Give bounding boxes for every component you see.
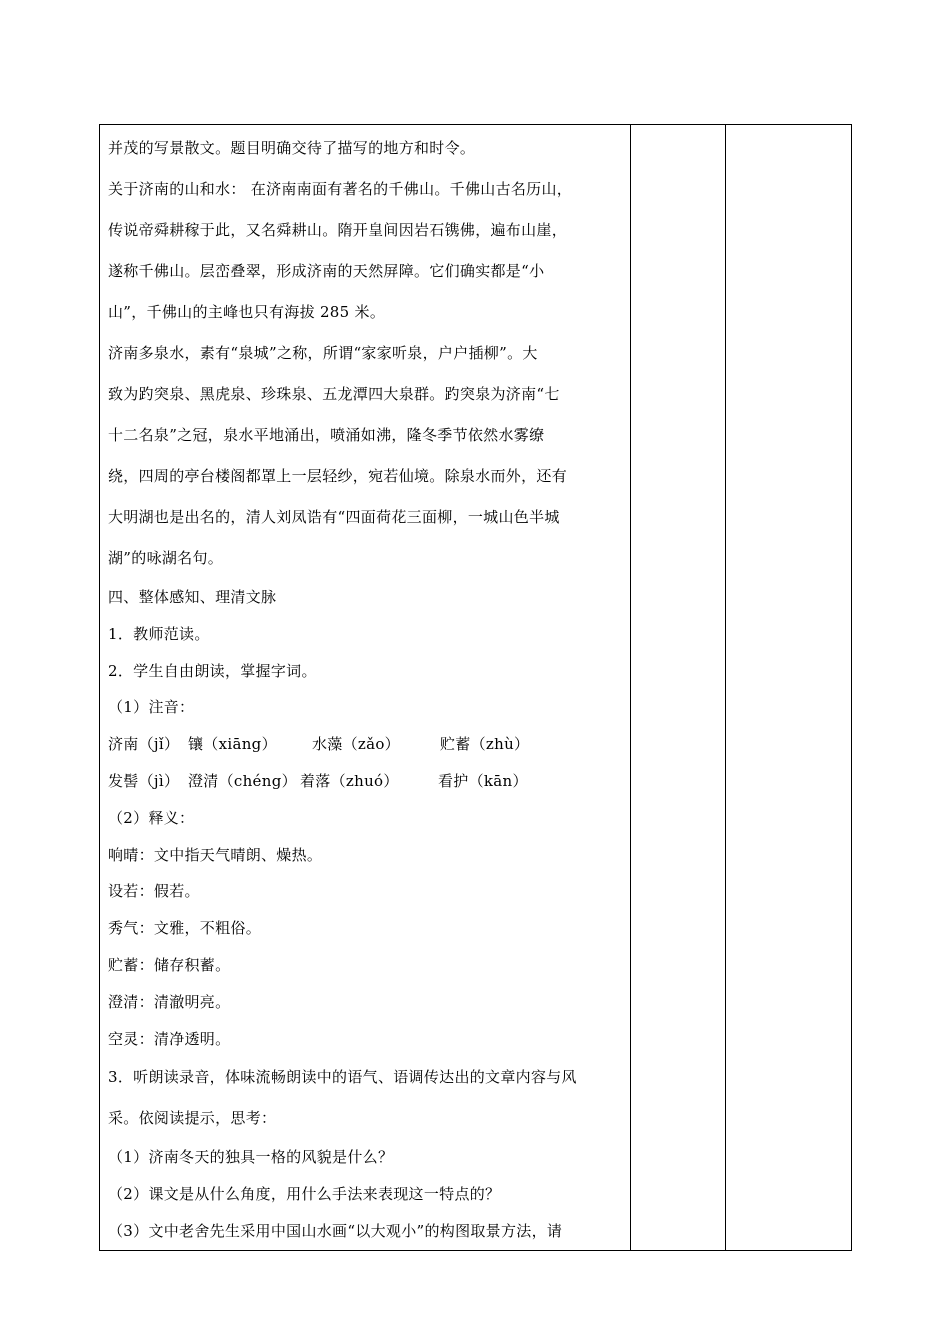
- question-line: （2）课文是从什么角度，用什么手法来表现这一特点的？: [108, 1185, 501, 1204]
- text-line: 致为趵突泉、黑虎泉、珍珠泉、五龙潭四大泉群。趵突泉为济南“七: [108, 385, 560, 403]
- text-line: 贮蓄：储存积蓄。: [108, 955, 231, 974]
- pinyin-word: 着落（zhuó）: [300, 771, 399, 790]
- question-line: （3）文中老舍先生采用中国山水画“以大观小”的构图取景方法，请: [108, 1221, 563, 1240]
- text-line: （1）注音：: [108, 698, 195, 717]
- text-line: 采。依阅读提示，思考：: [108, 1109, 277, 1128]
- text-line: 山”，千佛山的主峰也只有海拔 285 米。: [108, 303, 386, 321]
- text-line: 大明湖也是出名的，清人刘凤诰有“四面荷花三面柳，一城山色半城: [108, 508, 560, 526]
- lesson-text: [100, 125, 630, 1250]
- text-line: 澄清：清澈明亮。: [108, 992, 231, 1011]
- text-line: 湖”的咏湖名句。: [108, 549, 224, 567]
- text-line: 遂称千佛山。层峦叠翠，形成济南的天然屏障。它们确实都是“小: [108, 262, 545, 280]
- middle-empty-cell: [631, 125, 726, 1251]
- pinyin-word: 澄清（chéng）: [188, 771, 297, 790]
- text-line: 关于济南的山和水： 在济南南面有著名的千佛山。千佛山古名历山，: [108, 180, 573, 198]
- section-heading: 四、整体感知、理清文脉: [108, 588, 277, 606]
- text-line: 绕，四周的亭台楼阁都罩上一层轻纱，宛若仙境。除泉水而外，还有: [108, 467, 568, 485]
- question-line: （1）济南冬天的独具一格的风貌是什么？: [108, 1148, 394, 1167]
- text-line: 响晴：文中指天气晴朗、燥热。: [108, 845, 323, 864]
- text-line: 空灵：清净透明。: [108, 1029, 231, 1048]
- main-content-cell: [100, 125, 631, 1251]
- pinyin-word: 贮蓄（zhù）: [440, 735, 530, 754]
- text-line: 并茂的写景散文。题目明确交待了描写的地方和时令。: [108, 139, 476, 157]
- text-line: 3．听朗读录音，体味流畅朗读中的语气、语调传达出的文章内容与风: [108, 1068, 577, 1087]
- pinyin-word: 看护（kān）: [438, 771, 528, 790]
- text-line: 济南多泉水，素有“泉城”之称，所谓“家家听泉，户户插柳”。大: [108, 344, 538, 362]
- text-line: 秀气：文雅，不粗俗。: [108, 919, 262, 938]
- text-line: 2．学生自由朗读，掌握字词。: [108, 661, 317, 680]
- pinyin-word: 镶（xiāng）: [188, 735, 277, 754]
- pinyin-word: 发髻（jì）: [108, 771, 180, 790]
- text-line: 设若：假若。: [108, 882, 200, 901]
- pinyin-row: [108, 763, 624, 800]
- text-line: （2）释义：: [108, 808, 195, 827]
- text-line: 十二名泉”之冠，泉水平地涌出，喷涌如沸，隆冬季节依然水雾缭: [108, 426, 545, 444]
- pinyin-row: [108, 726, 624, 763]
- pinyin-word: 水藻（zǎo）: [312, 735, 400, 754]
- right-empty-cell: [726, 125, 852, 1251]
- text-line: 传说帝舜耕稼于此，又名舜耕山。隋开皇间因岩石镌佛，遍布山崖，: [108, 221, 568, 239]
- pinyin-word: 济南（jǐ）: [108, 735, 180, 754]
- text-line: 1．教师范读。: [108, 624, 210, 643]
- lesson-plan-table: [99, 124, 852, 1251]
